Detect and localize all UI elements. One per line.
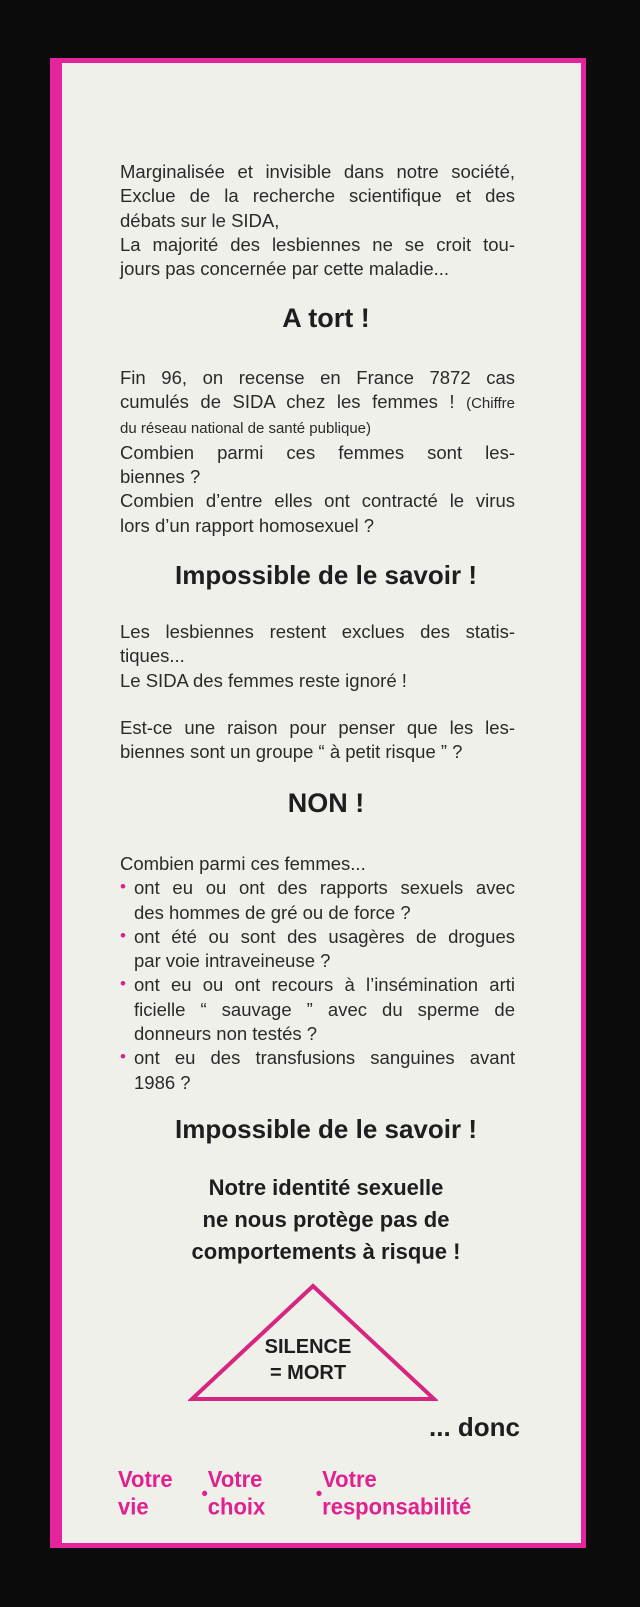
heading-non: NON ! bbox=[287, 788, 365, 818]
question-paragraph bbox=[120, 716, 515, 765]
risk-line: • ont eu des transfusions sanguines avant bbox=[134, 1047, 515, 1069]
stats-line: Combien d’entre elles ont contracté le virus bbox=[120, 490, 515, 512]
slogan-choix: Votre choix bbox=[207, 1466, 266, 1520]
risk-line: des hommes de gré ou de force ? bbox=[134, 901, 411, 923]
risk-line: • ont eu ou ont recours à l’insémination arti bbox=[134, 974, 515, 996]
risk-line: par voie intraveineuse ? bbox=[134, 950, 331, 972]
exclusion-paragraph bbox=[120, 620, 515, 693]
risk-item bbox=[120, 1046, 515, 1095]
logo-line-mort: = MORT bbox=[269, 1362, 347, 1384]
exclusion-line: Le SIDA des femmes reste ignoré ! bbox=[120, 669, 407, 691]
risk-line: • ont été ou sont des usagères de drogues bbox=[134, 925, 515, 947]
intro-line: Exclue de la recherche scientifique et des bbox=[120, 185, 515, 207]
intro-line: Marginalisée et invisible dans notre société, bbox=[120, 161, 515, 182]
risk-item bbox=[120, 973, 515, 1046]
heading-impossible-1: Impossible de le savoir ! bbox=[175, 560, 477, 590]
stats-line: biennes ? bbox=[120, 466, 201, 488]
risk-item bbox=[120, 925, 515, 974]
intro-line: débats sur le SIDA, bbox=[120, 209, 280, 231]
risk-line: 1986 ? bbox=[134, 1071, 191, 1093]
risk-line: • ont eu ou ont des rapports sexuels avec bbox=[134, 877, 515, 899]
identity-statement bbox=[66, 1172, 586, 1268]
intro-line: La majorité des lesbiennes ne se croit tou- bbox=[120, 233, 515, 255]
risk-line: ficielle “ sauvage ” avec du sperme de bbox=[134, 998, 515, 1020]
risks-section bbox=[120, 852, 515, 1095]
heading-a-tort: A tort ! bbox=[282, 303, 370, 333]
exclusion-line: tiques... bbox=[120, 645, 185, 667]
slogan-separator: • bbox=[201, 1482, 208, 1504]
slogan-responsabilite: Votre responsabilité bbox=[322, 1466, 472, 1520]
stats-line: Combien parmi ces femmes sont les- bbox=[120, 441, 515, 463]
identity-line: ne nous protège pas de bbox=[202, 1207, 450, 1232]
stats-line: lors d’un rapport homosexuel ? bbox=[120, 514, 375, 536]
heading-impossible-2: Impossible de le savoir ! bbox=[175, 1114, 477, 1144]
slogan-vie: Votre vie bbox=[118, 1466, 173, 1520]
question-line: Est-ce une raison pour penser que les les- bbox=[120, 717, 515, 738]
identity-line: comportements à risque ! bbox=[191, 1239, 461, 1264]
identity-line: Notre identité sexuelle bbox=[208, 1175, 444, 1200]
logo-line-silence: SILENCE bbox=[264, 1336, 352, 1358]
risk-line: donneurs non testés ? bbox=[134, 1023, 318, 1045]
risk-list bbox=[120, 876, 515, 1095]
question-line: biennes sont un groupe “ à petit risque ” ? bbox=[120, 741, 463, 763]
stats-line-main: cumulés de SIDA chez les femmes ! bbox=[120, 391, 455, 413]
intro-paragraph bbox=[120, 160, 515, 281]
stats-paragraph bbox=[120, 366, 515, 538]
exclusion-line: Les lesbiennes restent exclues des statis- bbox=[120, 621, 515, 642]
slogan-separator: • bbox=[315, 1482, 323, 1504]
slogan bbox=[118, 1466, 514, 1521]
risks-intro: Combien parmi ces femmes... bbox=[120, 853, 366, 874]
stats-line bbox=[120, 390, 515, 416]
risk-item bbox=[120, 876, 515, 925]
stats-line: Fin 96, on recense en France 7872 cas bbox=[120, 367, 515, 388]
stats-note: (Chiffre bbox=[466, 395, 515, 413]
stats-note-line: du réseau national de santé publique) bbox=[120, 419, 372, 437]
intro-line: jours pas concernée par cette maladie... bbox=[120, 258, 450, 280]
donc-text: ... donc bbox=[429, 1412, 520, 1442]
